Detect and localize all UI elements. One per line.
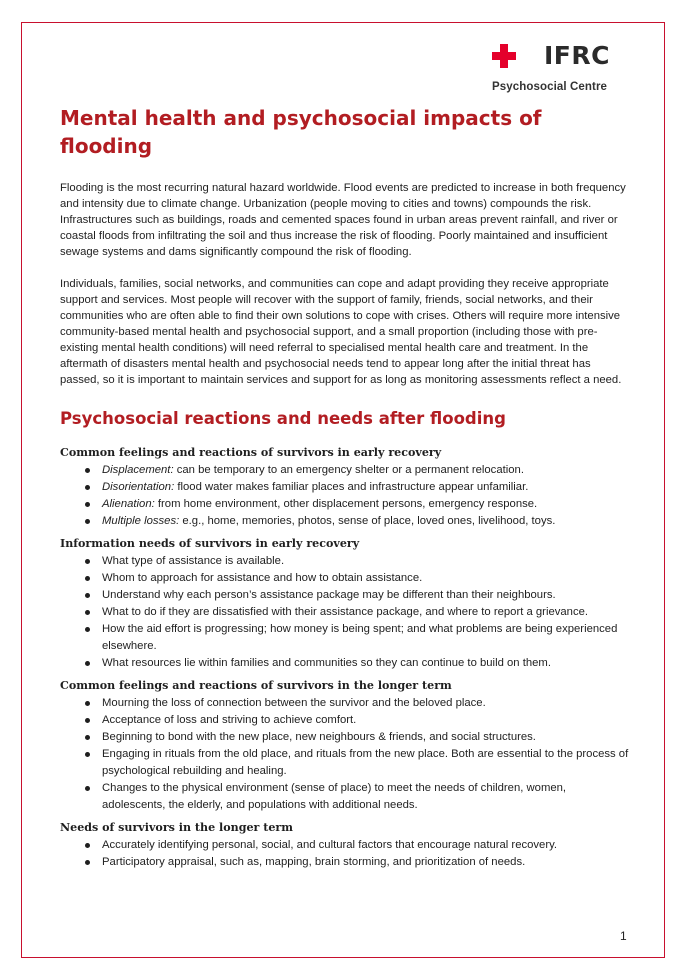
bullet-list [60,695,630,814]
support-paragraph: Individuals, families, social networks, and communities can cope and adapt providing they receive appropriate support and services. Most people will recover with the support of family, friends, social networks, and their communities who are often able to find their own solutions to cope with crises. Others will require more intensive community-based mental health and psychosocial support, and a small proportion (including those with pre-existing mental health conditions) will need referral to specialised mental health care and treatment. In the aftermath of disasters mental health and psychosocial needs tend to appear long after the initial threat has passed, so it is important to maintain services and support for as long as monitoring assessments reflect a need. [60,278,622,386]
ifrc-logo [492,41,622,99]
list-item: Disorientation: flood water makes familiar places and infrastructure appear unfamiliar. [102,479,630,496]
page-title: Mental health and psychosocial impacts of flooding [60,106,542,158]
list-item: Alienation: from home environment, other displacement persons, emergency response. [102,496,630,513]
list-item: How the aid effort is progressing; how money is being spent; and what problems are being experienced elsewhere. [102,621,630,655]
list-item: Acceptance of loss and striving to achieve comfort. [102,712,630,729]
list-item: Displacement: can be temporary to an emergency shelter or a permanent relocation. [102,462,630,479]
red-cross-icon [492,44,516,68]
list-item: Understand why each person’s assistance package may be different than their neighbours. [102,587,630,604]
list-item: What to do if they are dissatisfied with their assistance package, and where to report a grievance. [102,604,630,621]
list-item: Mourning the loss of connection between the survivor and the beloved place. [102,695,630,712]
document-body [60,104,630,871]
intro-paragraph: Flooding is the most recurring natural hazard worldwide. Flood events are predicted to increase in both frequency and intensity due to climate change. Urbanization (people moving to cities and towns) compounds the risk. Infrastructures such as buildings, roads and cemented spaces found in urban areas prevent rainfall, and river or coastal floods from infiltrating the soil and thus increase the risk of flooding. Poorly maintained and insufficient sewage systems and dams significantly compound the risk of flooding. [60,182,626,258]
list-item: Participatory appraisal, such as, mapping, brain storming, and prioritization of needs. [102,854,630,871]
section-title: Psychosocial reactions and needs after flooding [60,409,506,428]
list-item: What type of assistance is available. [102,553,630,570]
page-number: 1 [620,929,627,943]
logo-wordmark: IFRC [544,41,610,70]
logo-subtitle: Psychosocial Centre [492,81,608,93]
bullet-list [60,553,630,672]
subsection-heading: Common feelings and reactions of survivors in the longer term [60,679,452,692]
red-crescent-icon [520,44,538,68]
bullet-list [60,462,630,530]
list-item: Beginning to bond with the new place, new neighbours & friends, and social structures. [102,729,630,746]
subsection-heading: Needs of survivors in the longer term [60,821,293,834]
subsection-heading: Information needs of survivors in early recovery [60,537,360,550]
list-item: Multiple losses: e.g., home, memories, photos, sense of place, loved ones, livelihood, toys. [102,513,630,530]
list-item: Engaging in rituals from the old place, and rituals from the new place. Both are essential to the process of psychological rebuilding and healing. [102,746,630,780]
subsection-heading: Common feelings and reactions of survivors in early recovery [60,446,442,459]
list-item: Whom to approach for assistance and how to obtain assistance. [102,570,630,587]
list-item: Accurately identifying personal, social, and cultural factors that encourage natural recovery. [102,837,630,854]
list-item: What resources lie within families and communities so they can continue to build on them. [102,655,630,672]
bullet-list [60,837,630,871]
list-item: Changes to the physical environment (sense of place) to meet the needs of children, women, adolescents, the elderly, and populations with additional needs. [102,780,630,814]
